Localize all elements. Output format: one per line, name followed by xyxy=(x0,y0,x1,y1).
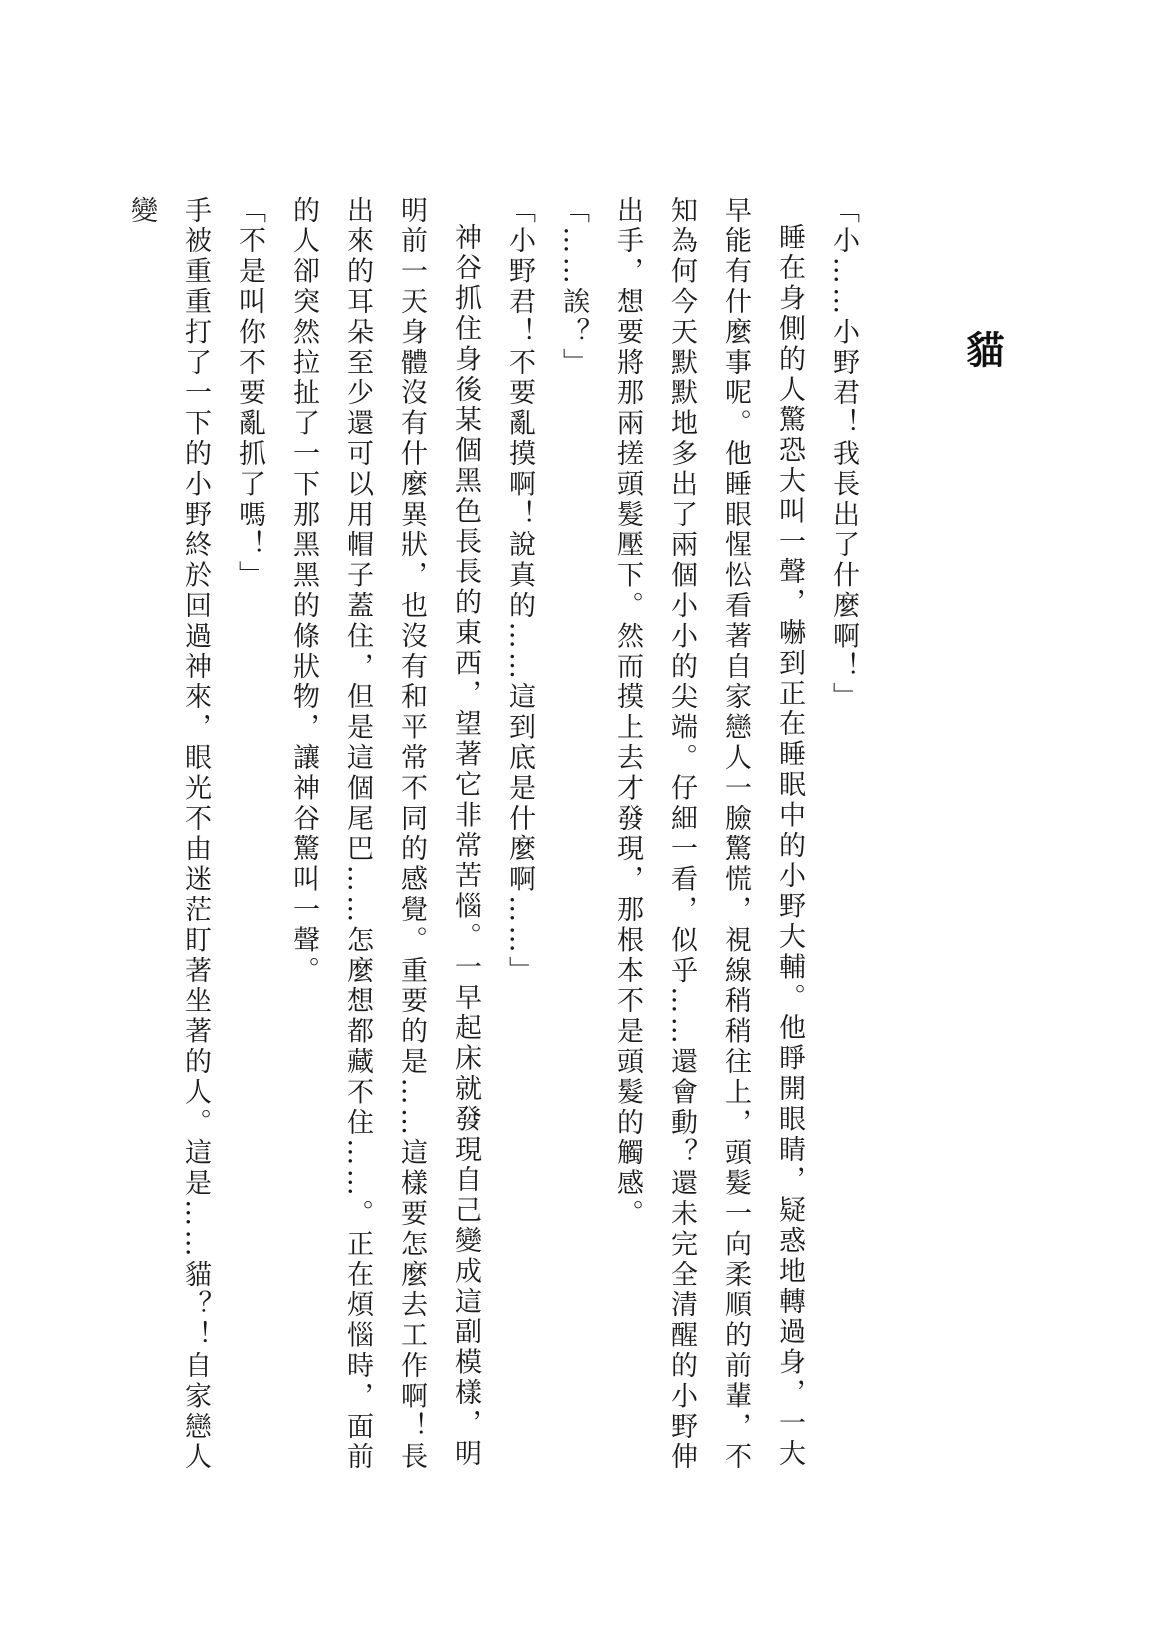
vertical-body-text xyxy=(114,196,870,1486)
paragraph-narration-3: 手被重重打了一下的小野終於回過神來，眼光不由迷茫盯著坐著的人。這是……貓？！自家戀人變 xyxy=(126,196,211,1473)
paragraph-dialogue-1: 「小……小野君！我長出了什麼啊！」 xyxy=(828,196,859,713)
paragraph-dialogue-3: 「小野君！不要亂摸啊！說真的……這到底是什麼啊……」 xyxy=(504,196,535,987)
paragraph-narration-1: 睡在身側的人驚恐大叫一聲，嚇到正在睡眠中的小野大輔。他睜開眼睛，疑惑地轉過身，一大早能有什麼事呢。他睡眼惺忪看著自家戀人一臉驚慌，視線稍稍往上，頭髮一向柔順的前輩，不知為何今天默默地多出了兩個小小的尖端。仔細一看，似乎……還會動？還未完全清醒的小野伸出手，想要將那兩搓頭髮壓下。然而摸上去才發現，那根本不是頭髮的觸感。 xyxy=(612,196,805,1473)
paragraph-dialogue-4: 「不是叫你不要亂抓了嗎！」 xyxy=(234,196,265,592)
paragraph-narration-2: 神谷抓住身後某個黑色長長的東西，望著它非常苦惱。一早起床就發現自己變成這副模樣，明明前一天身體沒有什麼異狀，也沒有和平常不同的感覺。重要的是……這樣要怎麼去工作啊！長出來的耳朵至少還可以用帽子蓋住，但是這個尾巴……怎麼想都藏不住……。正在煩惱時，面前的人卻突然拉扯了一下那黑黑的條狀物，讓神谷驚叫一聲。 xyxy=(288,196,481,1473)
paragraph-dialogue-2: 「……誒？」 xyxy=(558,196,589,379)
chapter-title: 貓 xyxy=(960,330,1005,372)
